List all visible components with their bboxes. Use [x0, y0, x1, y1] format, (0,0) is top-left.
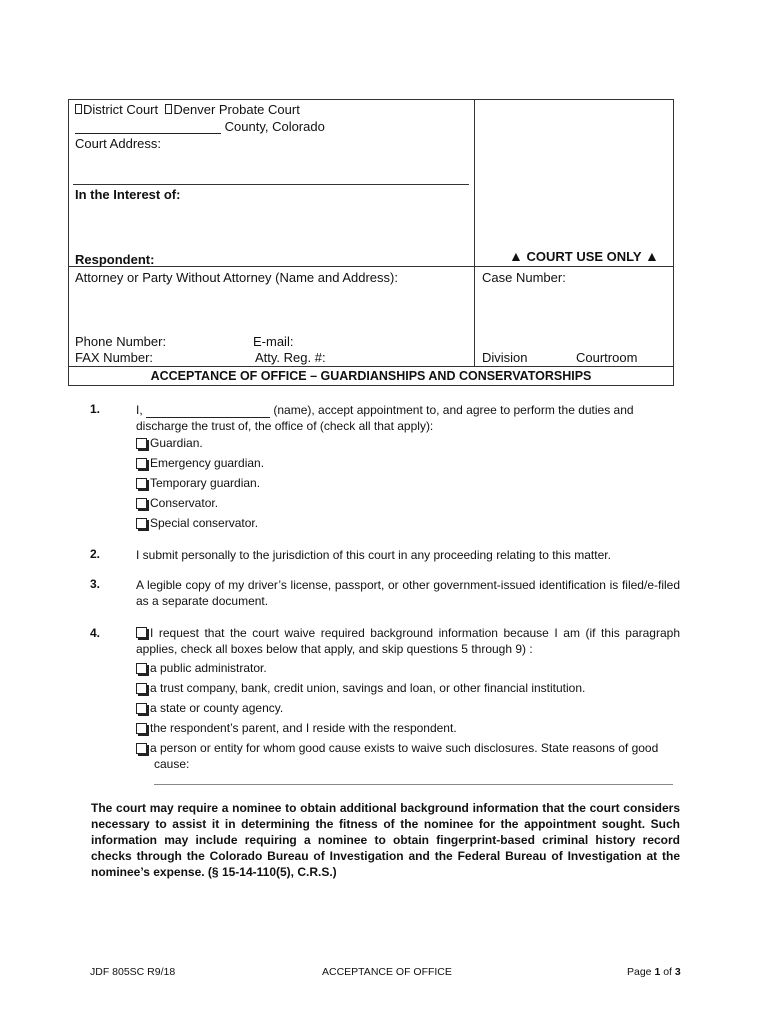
- cause-label: cause:: [154, 757, 190, 771]
- checkbox-icon[interactable]: [136, 438, 147, 449]
- option-label: a state or county agency.: [150, 701, 284, 715]
- county-line: [75, 119, 325, 134]
- name-blank[interactable]: [146, 405, 270, 418]
- denver-probate-label: Denver Probate Court: [173, 102, 300, 117]
- option-respondent-parent[interactable]: [136, 721, 457, 735]
- page-current: 1: [654, 966, 661, 978]
- item-3-text: A legible copy of my driver’s license, passport, or other government-issued identification is filed/e-filed as a separate document.: [136, 578, 680, 608]
- checkbox-icon[interactable]: [136, 723, 147, 734]
- item-1-number: 1.: [90, 402, 101, 416]
- option-label: Temporary guardian.: [150, 476, 261, 490]
- phone-label: Phone Number:: [75, 334, 167, 349]
- atty-reg-label: Atty. Reg. #:: [255, 350, 326, 365]
- district-court-checkbox[interactable]: [75, 104, 82, 114]
- triangle-up-icon: ▲: [644, 248, 659, 264]
- option-label: Guardian.: [150, 436, 203, 450]
- case-number-label: Case Number:: [482, 270, 566, 285]
- waive-checkbox-icon[interactable]: [136, 627, 147, 638]
- page-prefix: Page: [627, 966, 652, 978]
- court-use-only: [509, 248, 659, 264]
- option-public-administrator[interactable]: [136, 661, 267, 675]
- court-use-label: COURT USE ONLY: [526, 249, 642, 264]
- footer-form-id: JDF 805SC R9/18: [90, 966, 176, 978]
- option-conservator[interactable]: [136, 496, 218, 510]
- triangle-up-icon: ▲: [509, 248, 523, 264]
- option-financial-institution[interactable]: [136, 681, 585, 695]
- option-good-cause[interactable]: [136, 741, 658, 755]
- checkbox-icon[interactable]: [136, 663, 147, 674]
- checkbox-icon[interactable]: [136, 703, 147, 714]
- checkbox-icon[interactable]: [136, 458, 147, 469]
- caption-divider: [474, 99, 475, 367]
- option-label: Emergency guardian.: [150, 456, 265, 470]
- footer-page: [627, 966, 681, 978]
- page-total: 3: [674, 966, 681, 978]
- county-blank[interactable]: [75, 121, 221, 134]
- option-label: Conservator.: [150, 496, 219, 510]
- option-label: a public administrator.: [150, 661, 267, 675]
- checkbox-icon[interactable]: [136, 683, 147, 694]
- respondent-label: Respondent:: [75, 252, 155, 267]
- item-4-number: 4.: [90, 626, 101, 640]
- court-selection: [75, 102, 300, 117]
- fax-label: FAX Number:: [75, 350, 154, 365]
- option-label: Special conservator.: [150, 516, 259, 530]
- checkbox-icon[interactable]: [136, 498, 147, 509]
- district-court-label: District Court: [83, 102, 159, 117]
- item-3-number: 3.: [90, 577, 101, 591]
- attorney-label: Attorney or Party Without Attorney (Name and Address):: [75, 270, 398, 285]
- interest-label: In the Interest of:: [75, 187, 181, 202]
- item-2-number: 2.: [90, 547, 101, 561]
- caption-rule-interest: [73, 184, 469, 185]
- item-1-line2: discharge the trust of, the office of (check all that apply):: [136, 419, 434, 433]
- footer-title: ACCEPTANCE OF OFFICE: [322, 966, 452, 978]
- cause-reason-line[interactable]: [154, 784, 673, 785]
- division-label: Division: [482, 350, 528, 365]
- item-1-text: [136, 402, 680, 434]
- form-title: ACCEPTANCE OF OFFICE – GUARDIANSHIPS AND CONSERVATORSHIPS: [68, 366, 674, 386]
- denver-probate-checkbox[interactable]: [165, 104, 172, 114]
- email-label: E-mail:: [253, 334, 294, 349]
- background-notice: The court may require a nominee to obtain additional background information that the court considers necessary to assist it in determining the fitness of the nominee for the appointment sought. Such information may include requiring a nominee to obtain fingerprint-based criminal history record checks through the Colorado Bureau of Investigation and the Federal Bureau of Investigation at the nominee’s expense. (§ 15-14-110(5), C.R.S.): [91, 801, 680, 879]
- option-guardian[interactable]: [136, 436, 203, 450]
- option-label: the respondent’s parent, and I reside with the respondent.: [150, 721, 457, 735]
- option-label: a trust company, bank, credit union, savings and loan, or other financial institution.: [150, 681, 586, 695]
- caption-rule-attorney: [68, 266, 674, 267]
- option-label: a person or entity for whom good cause exists to waive such disclosures. State reasons of good: [150, 741, 659, 755]
- item-4-label: I request that the court waive required background information because I am (if this paragraph applies, check all boxes below that apply, and skip questions 5 through 9) :: [136, 626, 680, 656]
- item-1-prefix: I,: [136, 403, 143, 417]
- option-emergency-guardian[interactable]: [136, 456, 264, 470]
- checkbox-icon[interactable]: [136, 518, 147, 529]
- item-4-text: [136, 625, 680, 657]
- option-special-conservator[interactable]: [136, 516, 258, 530]
- court-address-label: Court Address:: [75, 136, 161, 151]
- county-label: County, Colorado: [224, 119, 325, 134]
- checkbox-icon[interactable]: [136, 743, 147, 754]
- item-1-rest: (name), accept appointment to, and agree to perform the duties and: [273, 403, 634, 417]
- checkbox-icon[interactable]: [136, 478, 147, 489]
- courtroom-label: Courtroom: [576, 350, 638, 365]
- item-2-text: I submit personally to the jurisdiction of this court in any proceeding relating to this matter.: [136, 548, 611, 562]
- page-of: of: [663, 966, 672, 978]
- option-temporary-guardian[interactable]: [136, 476, 260, 490]
- option-state-agency[interactable]: [136, 701, 283, 715]
